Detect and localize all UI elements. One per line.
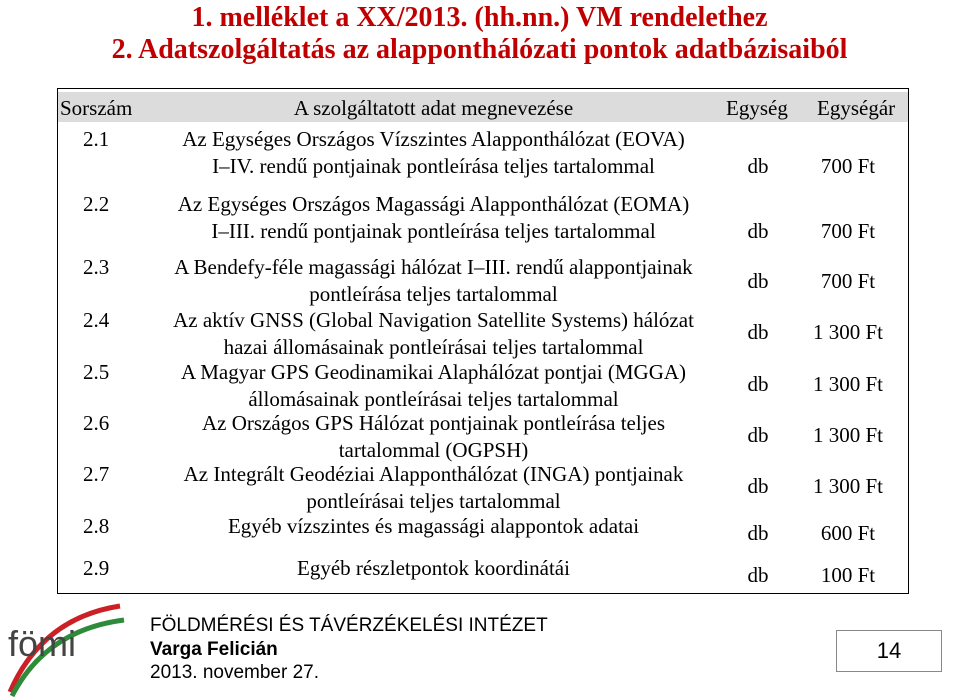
row-number: 2.4 [83, 308, 110, 332]
logo-text: fömi [8, 623, 77, 664]
row-price: 1 300 Ft [812, 423, 883, 447]
row-desc-line: Egyéb részletpontok koordinátái [297, 556, 570, 580]
header-name: A szolgáltatott adat megnevezése [293, 96, 574, 120]
page-number: 14 [876, 638, 902, 663]
row-number: 2.7 [83, 462, 110, 486]
fomi-logo [2, 600, 127, 698]
row-desc-line: Az Integrált Geodéziai Alapponthálózat (INGA) pontjainak [183, 462, 684, 486]
footer-institute: FÖLDMÉRÉSI ÉS TÁVÉRZÉKELÉSI INTÉZET [150, 615, 548, 636]
row-unit: db [747, 320, 769, 344]
row-unit: db [747, 563, 769, 587]
row-unit: db [747, 521, 769, 545]
row-number: 2.5 [83, 360, 110, 384]
row-desc-line: A Magyar GPS Geodinamikai Alaphálózat pontjai (MGGA) [180, 360, 687, 384]
row-desc-line: pontleírása teljes tartalommal [309, 282, 558, 306]
row-unit: db [747, 154, 769, 178]
row-unit: db [747, 372, 769, 396]
row-price: 700 Ft [820, 219, 876, 243]
row-desc-line: I–IV. rendű pontjainak pontleírása teljes tartalommal [212, 154, 655, 178]
row-price: 700 Ft [820, 269, 876, 293]
row-price: 1 300 Ft [812, 320, 883, 344]
row-price: 100 Ft [820, 563, 876, 587]
row-desc-line: I–III. rendű pontjainak pontleírása teljes tartalommal [211, 219, 656, 243]
row-desc-line: Az Országos GPS Hálózat pontjainak pontleírása teljes [201, 411, 666, 435]
title-line-2: 2. Adatszolgáltatás az alapponthálózati pontok adatbázisaiból [111, 34, 848, 65]
header-price: Egységár [817, 96, 896, 120]
fee-table [57, 88, 909, 594]
footer-date: 2013. november 27. [150, 662, 320, 683]
row-number: 2.6 [83, 411, 110, 435]
row-desc-line: pontleírásai teljes tartalommal [306, 489, 561, 513]
row-unit: db [747, 269, 769, 293]
header-unit: Egység [726, 96, 788, 120]
row-price: 1 300 Ft [812, 474, 883, 498]
row-desc-line: Az aktív GNSS (Global Navigation Satellite Systems) hálózat [173, 308, 694, 332]
footer-author: Varga Felicián [150, 639, 278, 660]
row-desc-line: állomásainak pontleírásai teljes tartalommal [248, 387, 619, 411]
row-price: 700 Ft [820, 154, 876, 178]
table-header [58, 92, 908, 122]
row-unit: db [747, 423, 769, 447]
row-desc-line: A Bendefy-féle magassági hálózat I–III. rendű alappontjainak [174, 255, 693, 279]
row-number: 2.9 [83, 556, 110, 580]
row-number: 2.3 [83, 255, 110, 279]
row-desc-line: hazai állomásainak pontleírásai teljes tartalommal [223, 335, 644, 359]
row-price: 600 Ft [820, 521, 876, 545]
row-price: 1 300 Ft [812, 372, 883, 396]
row-desc-line: Az Egységes Országos Vízszintes Alapponthálózat (EOVA) [182, 127, 685, 151]
row-number: 2.1 [83, 127, 110, 151]
row-unit: db [747, 219, 769, 243]
row-unit: db [747, 474, 769, 498]
row-desc-line: Az Egységes Országos Magassági Alapponthálózat (EOMA) [177, 192, 690, 216]
row-desc-line: Egyéb vízszintes és magassági alappontok adatai [227, 514, 640, 538]
header-number: Sorszám [60, 96, 133, 120]
row-number: 2.8 [83, 514, 110, 538]
row-number: 2.2 [83, 192, 110, 216]
row-desc-line: tartalommal (OGPSH) [338, 438, 529, 462]
page-number-box [836, 630, 942, 672]
title-line-1: 1. melléklet a XX/2013. (hh.nn.) VM rendelethez [191, 2, 768, 33]
